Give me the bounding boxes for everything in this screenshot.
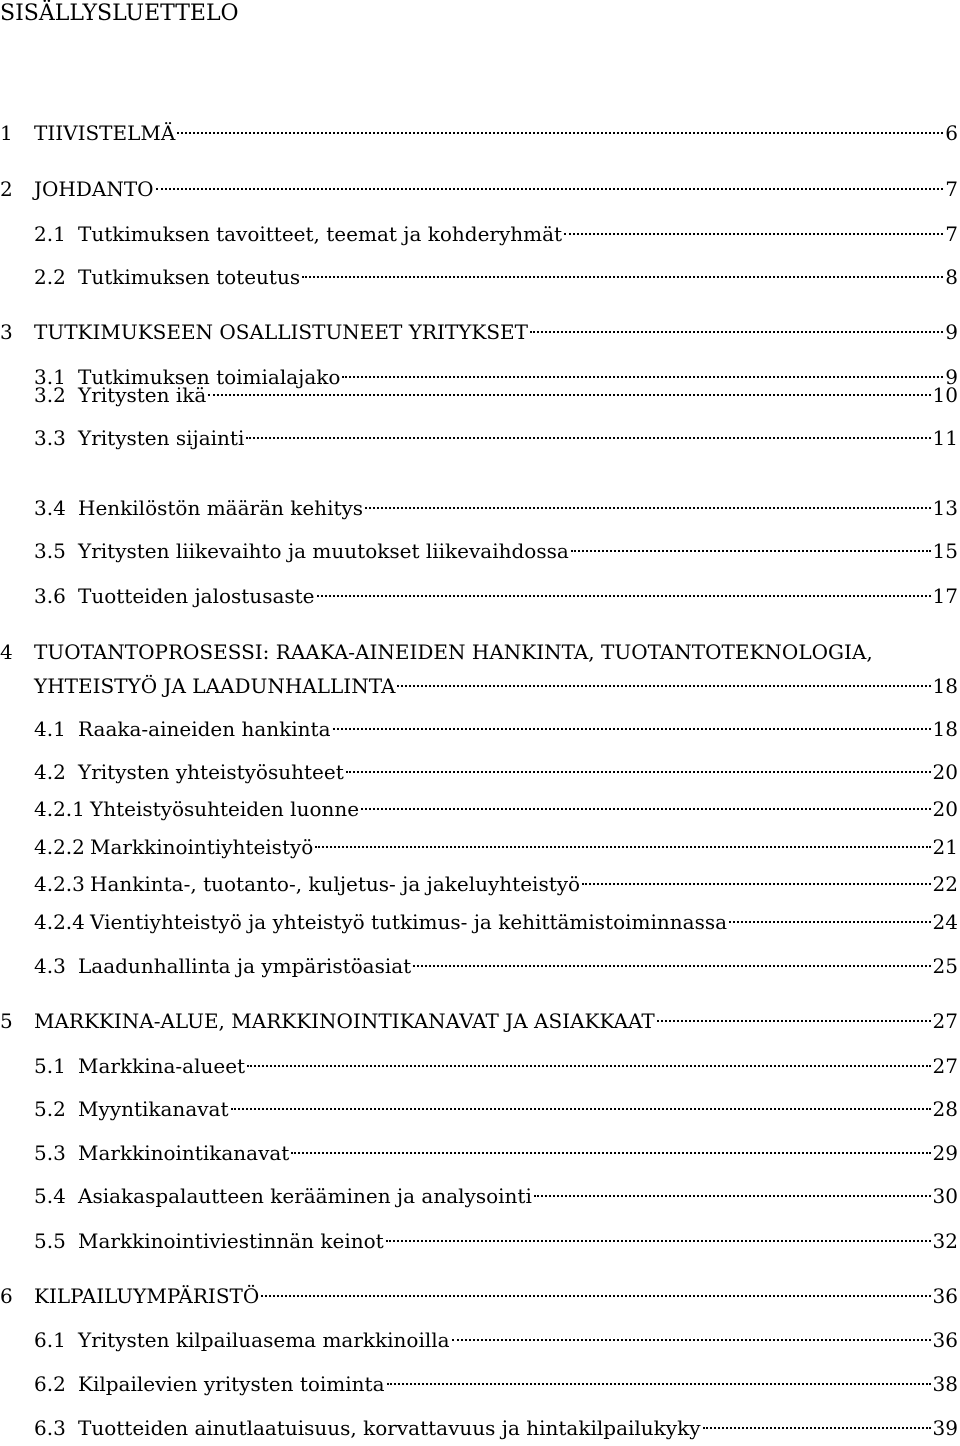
toc-text: Yritysten ikä [78,383,207,407]
toc-number: 5.4 [34,1184,66,1208]
toc-number: 5 [0,1009,13,1033]
toc-number: 4.1 [34,717,66,741]
toc-text: JOHDANTO [34,177,154,201]
toc-entry[interactable] [34,381,958,409]
toc-text: Tutkimuksen toteutus [78,265,301,289]
toc-number: 4.2.3 [34,872,85,896]
toc-page: 36 [932,1284,958,1308]
toc-entry[interactable] [34,263,958,291]
toc-page: 7 [945,177,958,201]
toc-entry-first-line[interactable] [0,638,958,666]
toc-page: 9 [945,365,958,389]
toc-text: Markkina-alueet [78,1054,246,1078]
toc-page: 10 [932,383,958,407]
toc-page: 32 [932,1229,958,1253]
toc-entry[interactable] [34,908,958,936]
toc-entry[interactable] [0,1282,958,1310]
toc-number: 4.2.2 [34,835,85,859]
dot-leader [530,331,943,333]
toc-entry[interactable] [34,833,958,861]
dot-leader [208,394,930,396]
toc-number: 2.1 [34,222,66,246]
page-title: SISÄLLYSLUETTELO [0,1,239,26]
toc-entry[interactable] [34,952,958,980]
toc-entry[interactable] [34,1370,958,1398]
toc-page: 27 [932,1009,958,1033]
toc-entry[interactable] [34,424,958,452]
dot-leader [452,1339,931,1341]
toc-text: Yritysten kilpailuasema markkinoilla [78,1328,450,1352]
toc-number: 5.1 [34,1054,66,1078]
toc-number: 1 [0,121,13,145]
dot-leader [333,728,931,730]
toc-text: YHTEISTYÖ JA LAADUNHALLINTA [34,674,396,698]
toc-number: 6.1 [34,1328,66,1352]
toc-number: 3.5 [34,539,66,563]
dot-leader [302,276,943,278]
toc-text: TIIVISTELMÄ [34,121,176,145]
toc-number: 4.3 [34,954,66,978]
toc-entry[interactable] [34,220,958,248]
toc-text: Henkilöstön määrän kehitys [78,496,364,520]
toc-page: 18 [932,674,958,698]
toc-page: 30 [932,1184,958,1208]
toc-text: TUTKIMUKSEEN OSALLISTUNEET YRITYKSET [34,320,528,344]
toc-number: 5.2 [34,1097,66,1121]
toc-number: 2.2 [34,265,66,289]
toc-page: 9 [945,320,958,344]
dot-leader [413,965,930,967]
toc-entry[interactable] [34,1139,958,1167]
dot-leader [247,1065,930,1067]
toc-text: Hankinta-, tuotanto-, kuljetus- ja jakeluyhteistyö [90,872,581,896]
toc-number: 6 [0,1284,13,1308]
toc-text: Tutkimuksen toimialajako [78,365,341,389]
dot-leader [261,1295,930,1297]
dot-leader [361,808,930,810]
toc-entry[interactable] [0,119,958,147]
dot-leader [346,771,931,773]
toc-entry[interactable] [0,1007,958,1035]
toc-number: 3.6 [34,584,66,608]
toc-page: 11 [932,426,958,450]
toc-entry[interactable] [34,582,958,610]
toc-text: Yritysten sijainti [78,426,245,450]
toc-text: Markkinointiyhteistyö [90,835,314,859]
dot-leader [703,1427,931,1429]
dot-leader [231,1108,931,1110]
dot-leader [365,507,930,509]
toc-page: 22 [932,872,958,896]
toc-page: 39 [932,1416,958,1440]
toc-number: 2 [0,177,13,201]
toc-text: Laadunhallinta ja ympäristöasiat [78,954,412,978]
toc-text: KILPAILUYMPÄRISTÖ [34,1284,260,1308]
toc-number: 4.2.4 [34,910,85,934]
dot-leader [729,921,931,923]
toc-page: 18 [932,717,958,741]
dot-leader [564,233,943,235]
toc-entry[interactable] [0,318,958,346]
toc-text: Kilpailevien yritysten toiminta [78,1372,385,1396]
toc-entry[interactable] [34,1414,958,1442]
toc-page: 13 [932,496,958,520]
dot-leader [246,437,930,439]
toc-page: 25 [932,954,958,978]
toc-text: Myyntikanavat [78,1097,229,1121]
toc-number: 6.3 [34,1416,66,1440]
toc-entry[interactable] [34,1227,958,1255]
dot-leader [571,550,931,552]
toc-text: Markkinointiviestinnän keinot [78,1229,384,1253]
dot-leader [386,1240,931,1242]
toc-text: Tutkimuksen tavoitteet, teemat ja kohderyhmät [78,222,563,246]
toc-page: 29 [932,1141,958,1165]
toc-number: 3 [0,320,13,344]
dot-leader [156,188,944,190]
toc-number: 4 [0,640,13,664]
toc-number: 4.2 [34,760,66,784]
toc-number: 3.4 [34,496,66,520]
dot-leader [582,883,930,885]
toc-number: 3.3 [34,426,66,450]
toc-entry[interactable] [34,715,958,743]
dot-leader [387,1383,931,1385]
toc-text: Yhteistyösuhteiden luonne [90,797,360,821]
dot-leader [177,132,943,134]
toc-page: 38 [932,1372,958,1396]
toc-entry[interactable] [34,758,958,786]
toc-page: 21 [932,835,958,859]
toc-entry[interactable] [34,1326,958,1354]
toc-page: 20 [932,760,958,784]
toc-entry-continuation[interactable] [34,672,958,700]
toc-number: 5.5 [34,1229,66,1253]
toc-page: 7 [945,222,958,246]
dot-leader [397,685,930,687]
toc-text: Yritysten yhteistyösuhteet [78,760,344,784]
toc-page: 20 [932,797,958,821]
toc-text: Yritysten liikevaihto ja muutokset liikevaihdossa [78,539,569,563]
dot-leader [317,595,931,597]
toc-page: 15 [932,539,958,563]
toc-entry[interactable] [34,537,958,565]
toc-page: 28 [932,1097,958,1121]
toc-entry[interactable] [34,1182,958,1210]
toc-entry[interactable] [34,870,958,898]
toc-number: 6.2 [34,1372,66,1396]
toc-page: 36 [932,1328,958,1352]
toc-entry[interactable] [34,1052,958,1080]
toc-number: 4.2.1 [34,797,85,821]
toc-entry[interactable] [34,1095,958,1123]
dot-leader [534,1195,931,1197]
toc-text: Raaka-aineiden hankinta [78,717,331,741]
toc-text: TUOTANTOPROSESSI: RAAKA-AINEIDEN HANKINTA, TUOTANTOTEKNOLOGIA, [34,640,873,664]
dot-leader [657,1020,931,1022]
toc-number: 3.2 [34,383,66,407]
toc-text: MARKKINA-ALUE, MARKKINOINTIKANAVAT JA ASIAKKAAT [34,1009,655,1033]
toc-entry[interactable] [34,494,958,522]
toc-text: Asiakaspalautteen kerääminen ja analysointi [78,1184,532,1208]
toc-page: 6 [945,121,958,145]
toc-entry[interactable] [34,795,958,823]
toc-entry[interactable] [0,175,958,203]
toc-text: Vientiyhteistyö ja yhteistyö tutkimus- ja kehittämistoiminnassa [90,910,728,934]
toc-text: Tuotteiden jalostusaste [78,584,315,608]
dot-leader [315,846,930,848]
toc-number: 5.3 [34,1141,66,1165]
toc-number: 3.1 [34,365,66,389]
toc-page: 8 [945,265,958,289]
toc-text: Tuotteiden ainutlaatuisuus, korvattavuus ja hintakilpailukyky [78,1416,701,1440]
dot-leader [342,376,943,378]
toc-page: 24 [932,910,958,934]
toc-page: 17 [932,584,958,608]
toc-page: 27 [932,1054,958,1078]
dot-leader [291,1152,930,1154]
toc-text: Markkinointikanavat [78,1141,290,1165]
